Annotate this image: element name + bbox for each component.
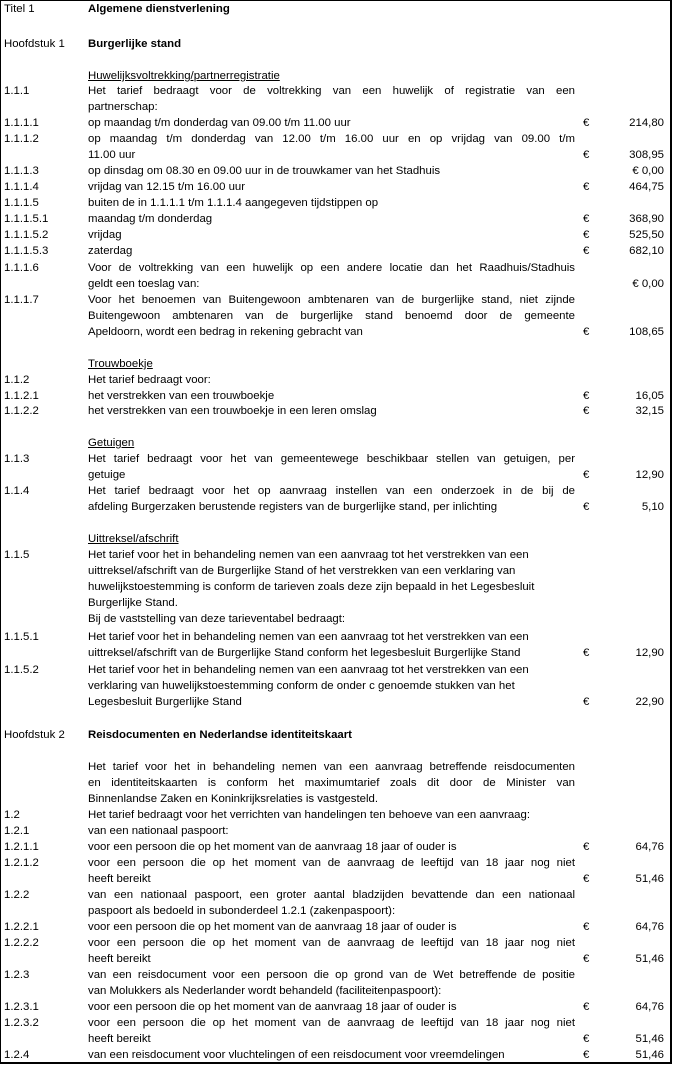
table-row <box>0 839 673 855</box>
table-row-cont <box>0 324 673 340</box>
table-row <box>0 403 673 419</box>
table-row-cont <box>0 1031 673 1047</box>
table-row <box>0 547 673 563</box>
row-text: op dinsdag om 08.30 en 09.00 uur in de trouwkamer van het Stadhuis <box>88 165 441 177</box>
euro-sign: € <box>583 841 590 853</box>
row-amount: 368,90 <box>629 213 664 225</box>
table-row-cont <box>0 983 673 999</box>
title-text: Algemene dienstverlening <box>88 3 230 15</box>
row-text: Het tarief voor het in behandeling nemen van een aanvraag tot het verstrekken van een <box>88 631 529 643</box>
row-text: Voor het benoemen van Buitengewoon ambtenaren van de burgerlijke stand, niet zijnde <box>88 294 575 306</box>
row-number: 1.2.3 <box>4 969 30 981</box>
table-row <box>0 935 673 951</box>
section-trouwboekje: Trouwboekje <box>88 358 153 370</box>
table-row <box>0 211 673 227</box>
row-text: op maandag t/m donderdag van 12.00 t/m 16.00 uur en op vrijdag van 09.00 t/m <box>88 133 575 145</box>
row-amount: 64,76 <box>635 841 664 853</box>
row-number: 1.1.1.1 <box>4 117 39 129</box>
row-number: 1.2 <box>4 809 20 821</box>
euro-sign: € <box>583 921 590 933</box>
euro-sign: € <box>583 149 590 161</box>
row-number: 1.2.1.2 <box>4 857 39 869</box>
section-huwelijk: Huwelijksvoltrekking/partnerregistratie <box>88 70 280 82</box>
table-row <box>0 807 673 823</box>
section-heading <box>0 531 673 547</box>
row-amount: 214,80 <box>629 117 664 129</box>
table-row-cont <box>0 308 673 324</box>
section-uittreksel: Uittreksel/afschrift <box>88 533 179 545</box>
row-text: Het tarief bedraagt voor: <box>88 374 211 386</box>
row-text: van een reisdocument voor een persoon die op grond van de Wet betreffende de positie <box>88 969 575 981</box>
row-text: geldt een toeslag van: <box>88 278 200 290</box>
title-label: Titel 1 <box>4 3 35 15</box>
row-text: en identiteitskaarten is conform het maximumtarief zoals dit door de Minister van <box>88 777 575 789</box>
row-text: Legesbesluit Burgerlijke Stand <box>88 696 242 708</box>
euro-sign: € <box>583 245 590 257</box>
table-row <box>0 887 673 903</box>
table-row <box>0 451 673 467</box>
row-number: 1.1.5 <box>4 549 30 561</box>
row-text: voor een persoon die op het moment van de aanvraag 18 jaar of ouder is <box>88 921 457 933</box>
chapter-2-label: Hoofdstuk 2 <box>4 729 65 741</box>
row-text: van een reisdocument voor vluchtelingen of een reisdocument voor vreemdelingen <box>88 1049 505 1061</box>
row-text: Buitengewoon ambtenaren van de burgerlijke stand benoemd door de gemeente <box>88 310 575 322</box>
row-text: voor een persoon die op het moment van de aanvraag 18 jaar of ouder is <box>88 1001 457 1013</box>
table-row <box>0 1015 673 1031</box>
table-row <box>0 1047 673 1063</box>
row-text: Het tarief bedraagt voor het van gemeentewege beschikbaar stellen van getuigen, per <box>88 453 575 465</box>
row-text: uittreksel/afschrift van de Burgerlijke Stand of het verstrekken van een verklaring van <box>88 565 516 577</box>
table-row <box>0 163 673 179</box>
row-amount: € 0,00 <box>632 278 664 290</box>
row-text: voor een persoon die op het moment van de aanvraag 18 jaar of ouder is <box>88 841 457 853</box>
table-row-cont <box>0 99 673 115</box>
euro-sign: € <box>583 1049 590 1061</box>
row-text: zaterdag <box>88 245 133 257</box>
table-row <box>0 967 673 983</box>
chapter-2-title: Reisdocumenten en Nederlandse identiteitskaart <box>88 729 352 741</box>
row-text: Het tarief bedraagt voor de voltrekking van een huwelijk of registratie van een <box>88 85 575 97</box>
row-text: Het tarief bedraagt voor het verrichten van handelingen ten behoeve van een aanvraag: <box>88 809 531 821</box>
row-number: 1.2.2.1 <box>4 921 39 933</box>
row-text: afdeling Burgerzaken berustende registers van de burgerlijke stand, per inlichting <box>88 501 498 513</box>
row-number: 1.1.2.2 <box>4 405 39 417</box>
row-number: 1.1.4 <box>4 485 30 497</box>
row-text: Voor de voltrekking van een huwelijk op een andere locatie dan het Raadhuis/Stadhuis <box>88 262 575 274</box>
row-amount: 22,90 <box>635 696 664 708</box>
table-row <box>0 662 673 678</box>
row-amount: 51,46 <box>635 1049 664 1061</box>
table-row-cont <box>0 595 673 611</box>
row-text: van een nationaal paspoort: <box>88 825 229 837</box>
euro-sign: € <box>583 1033 590 1045</box>
row-amount: 64,76 <box>635 921 664 933</box>
row-amount: € 0,00 <box>632 165 664 177</box>
section-heading <box>0 356 673 372</box>
euro-sign: € <box>583 390 590 402</box>
table-row-cont <box>0 951 673 967</box>
table-row <box>0 83 673 99</box>
table-row-cont <box>0 645 673 661</box>
table-row <box>0 999 673 1015</box>
row-text: heeft bereikt <box>88 953 151 965</box>
table-row <box>0 243 673 259</box>
row-text: het verstrekken van een trouwboekje in een leren omslag <box>88 405 377 417</box>
table-row-cont <box>0 467 673 483</box>
row-number: 1.2.2 <box>4 889 30 901</box>
euro-sign: € <box>583 181 590 193</box>
row-number: 1.1.1.5.1 <box>4 213 49 225</box>
row-text: Het tarief bedraagt voor het op aanvraag instellen van een onderzoek in de bij de <box>88 485 575 497</box>
row-text: buiten de in 1.1.1.1 t/m 1.1.1.4 aangegeven tijdstippen op <box>88 197 379 209</box>
table-row <box>0 372 673 388</box>
row-text: maandag t/m donderdag <box>88 213 213 225</box>
row-number: 1.1.2 <box>4 374 30 386</box>
row-number: 1.2.3.2 <box>4 1017 39 1029</box>
row-number: 1.1.1.6 <box>4 262 39 274</box>
euro-sign: € <box>583 1001 590 1013</box>
row-number: 1.1.5.2 <box>4 664 39 676</box>
row-text: voor een persoon die op het moment van de aanvraag de leeftijd van 18 jaar nog niet <box>88 937 575 949</box>
table-row-cont <box>0 694 673 710</box>
row-number: 1.2.4 <box>4 1049 30 1061</box>
row-amount: 32,15 <box>635 405 664 417</box>
table-row-cont <box>0 903 673 919</box>
row-number: 1.1.1.3 <box>4 165 39 177</box>
row-number: 1.2.1 <box>4 825 30 837</box>
row-amount: 51,46 <box>635 1033 664 1045</box>
table-row-cont <box>0 499 673 515</box>
row-text: uittreksel/afschrift van de Burgerlijke Stand conform het legesbesluit Burgerlijke Stand <box>88 647 521 659</box>
euro-sign: € <box>583 405 590 417</box>
row-text: op maandag t/m donderdag van 09.00 t/m 11.00 uur <box>88 117 351 129</box>
row-number: 1.2.1.1 <box>4 841 39 853</box>
row-number: 1.1.3 <box>4 453 30 465</box>
intro-paragraph <box>0 775 673 791</box>
euro-sign: € <box>583 213 590 225</box>
table-row-cont <box>0 611 673 627</box>
table-row-cont <box>0 276 673 292</box>
row-amount: 51,46 <box>635 873 664 885</box>
euro-sign: € <box>583 873 590 885</box>
table-row <box>0 823 673 839</box>
table-row <box>0 115 673 131</box>
row-text: Het tarief voor het in behandeling nemen van een aanvraag tot het verstrekken van een <box>88 664 529 676</box>
table-row <box>0 629 673 645</box>
row-amount: 682,10 <box>629 245 664 257</box>
table-row <box>0 855 673 871</box>
row-text: voor een persoon die op het moment van de aanvraag de leeftijd van 18 jaar nog niet <box>88 857 575 869</box>
row-text: huwelijkstoestemming is conform de tarieven zoals deze zijn bepaald in het Legesbesluit <box>88 581 535 593</box>
row-number: 1.1.2.1 <box>4 390 39 402</box>
row-text: paspoort als bedoeld in subonderdeel 1.2.1 (zakenpaspoort): <box>88 905 396 917</box>
euro-sign: € <box>583 229 590 241</box>
table-row <box>0 292 673 308</box>
row-text: van Molukkers als Nederlander wordt behandeld (faciliteitenpaspoort): <box>88 985 442 997</box>
row-amount: 464,75 <box>629 181 664 193</box>
row-text: Het tarief voor het in behandeling nemen van een aanvraag betreffende reisdocumenten <box>88 761 575 773</box>
row-amount: 5,10 <box>641 501 664 513</box>
euro-sign: € <box>583 501 590 513</box>
table-row <box>0 483 673 499</box>
row-amount: 12,90 <box>635 469 664 481</box>
row-text: heeft bereikt <box>88 873 151 885</box>
title-row <box>0 1 673 17</box>
section-getuigen: Getuigen <box>88 437 135 449</box>
row-number: 1.1.1.4 <box>4 181 39 193</box>
row-text: getuige <box>88 469 126 481</box>
table-row <box>0 131 673 147</box>
chapter-1-title: Burgerlijke stand <box>88 38 182 50</box>
row-text: partnerschap: <box>88 101 158 113</box>
intro-paragraph <box>0 759 673 775</box>
row-text: het verstrekken van een trouwboekje <box>88 390 275 402</box>
table-row <box>0 195 673 211</box>
table-row <box>0 260 673 276</box>
row-number: 1.1.1.5.2 <box>4 229 49 241</box>
row-amount: 525,50 <box>629 229 664 241</box>
row-text: Binnenlandse Zaken en Koninkrijksrelaties is vastgesteld. <box>88 793 378 805</box>
euro-sign: € <box>583 469 590 481</box>
row-text: heeft bereikt <box>88 1033 151 1045</box>
section-heading <box>0 435 673 451</box>
row-amount: 51,46 <box>635 953 664 965</box>
table-row <box>0 179 673 195</box>
row-amount: 12,90 <box>635 647 664 659</box>
row-text: van een nationaal paspoort, een groter aantal bladzijden bevattende dan een nationaal <box>88 889 575 901</box>
table-row-cont <box>0 579 673 595</box>
row-text: voor een persoon die op het moment van de aanvraag de leeftijd van 18 jaar nog niet <box>88 1017 575 1029</box>
section-heading <box>0 68 673 84</box>
intro-paragraph <box>0 791 673 807</box>
row-text: Bij de vaststelling van deze tarieventabel bedraagt: <box>88 613 346 625</box>
row-text: Het tarief voor het in behandeling nemen van een aanvraag tot het verstrekken van een <box>88 549 529 561</box>
row-number: 1.2.3.1 <box>4 1001 39 1013</box>
table-row <box>0 919 673 935</box>
table-row <box>0 388 673 404</box>
row-number: 1.1.1.5.3 <box>4 245 49 257</box>
row-amount: 108,65 <box>629 326 664 338</box>
row-number: 1.1.1.5 <box>4 197 39 209</box>
table-row <box>0 227 673 243</box>
chapter-2-row <box>0 727 673 743</box>
chapter-1-row <box>0 36 673 52</box>
row-text: Apeldoorn, wordt een bedrag in rekening gebracht van <box>88 326 363 338</box>
row-number: 1.1.1.2 <box>4 133 39 145</box>
row-text: vrijdag <box>88 229 122 241</box>
row-amount: 308,95 <box>629 149 664 161</box>
table-row-cont <box>0 147 673 163</box>
row-text: 11.00 uur <box>88 149 136 161</box>
euro-sign: € <box>583 953 590 965</box>
euro-sign: € <box>583 117 590 129</box>
row-number: 1.2.2.2 <box>4 937 39 949</box>
euro-sign: € <box>583 647 590 659</box>
table-row-cont <box>0 678 673 694</box>
row-number: 1.1.5.1 <box>4 631 39 643</box>
row-amount: 16,05 <box>635 390 664 402</box>
chapter-1-label: Hoofdstuk 1 <box>4 38 65 50</box>
row-text: vrijdag van 12.15 t/m 16.00 uur <box>88 181 246 193</box>
row-text: verklaring van huwelijkstoestemming conform de onder c genoemde stukken van het <box>88 680 515 692</box>
row-number: 1.1.1.7 <box>4 294 39 306</box>
euro-sign: € <box>583 696 590 708</box>
table-row-cont <box>0 871 673 887</box>
table-row-cont <box>0 563 673 579</box>
row-amount: 64,76 <box>635 1001 664 1013</box>
row-number: 1.1.1 <box>4 85 30 97</box>
row-text: Burgerlijke Stand. <box>88 597 178 609</box>
euro-sign: € <box>583 326 590 338</box>
